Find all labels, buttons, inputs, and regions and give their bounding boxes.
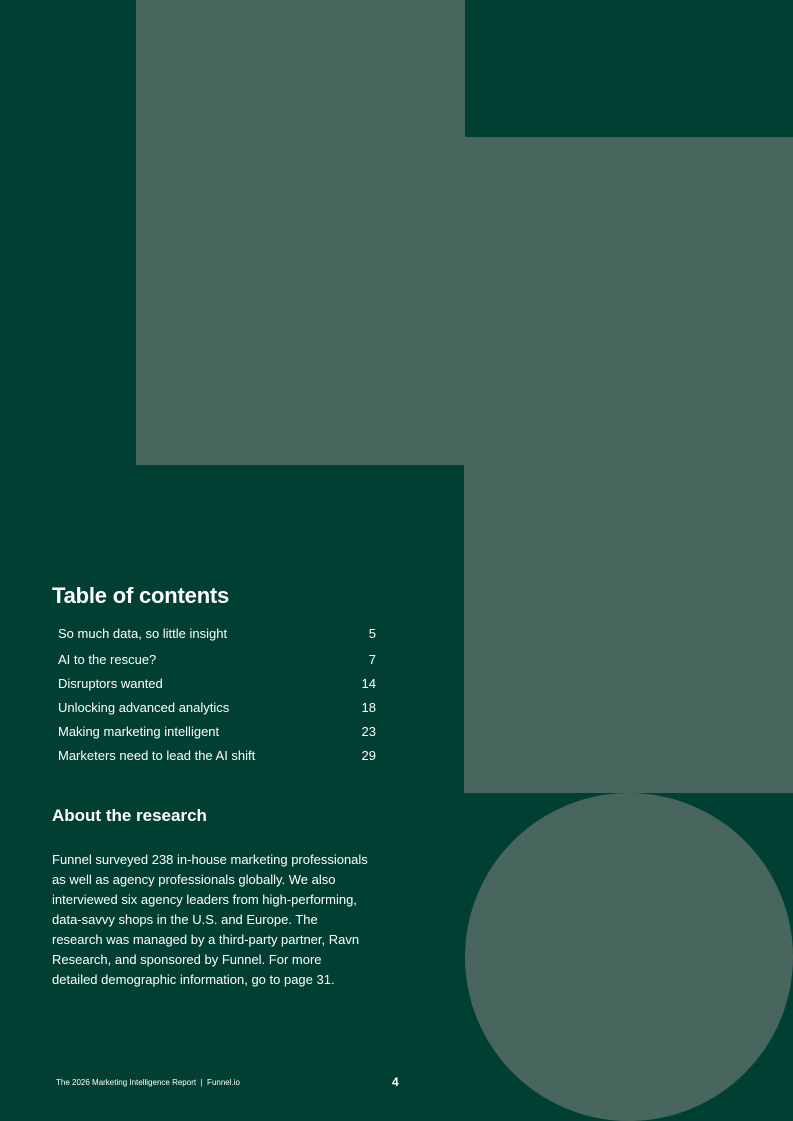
- page-number: 4: [392, 1075, 399, 1089]
- about-paragraph: Funnel surveyed 238 in-house marketing professionals as well as agency professionals globally. We also interviewed six agency leaders from high-performing, data-savvy shops in the U.S. and Europe. The research was managed by a third-party partner, Ravn Research, and sponsored by Funnel. For more detailed demographic information, go to page 31.: [52, 852, 368, 987]
- decorative-rectangle-right: [465, 137, 793, 793]
- toc-entry-page: 23: [361, 724, 376, 739]
- toc-entry-page: 14: [361, 676, 376, 691]
- toc-entry[interactable]: [58, 674, 376, 698]
- footer-caption: The 2026 Marketing Intelligence Report | Funnel.io: [56, 1078, 240, 1087]
- decorative-rectangle-top: [136, 0, 465, 465]
- toc-entry-label: Making marketing intelligent: [58, 724, 220, 739]
- toc-entry-label: Marketers need to lead the AI shift: [58, 748, 256, 763]
- toc-entry-page: 7: [368, 652, 376, 667]
- toc-entry-label: Disruptors wanted: [58, 676, 163, 691]
- toc-heading: Table of contents: [52, 583, 230, 608]
- toc-entry[interactable]: [58, 624, 376, 650]
- toc-entry-label: Unlocking advanced analytics: [58, 700, 230, 715]
- toc-list: [58, 624, 376, 770]
- decorative-rectangle-seam: [464, 464, 466, 793]
- toc-entry[interactable]: [58, 698, 376, 722]
- toc-entry[interactable]: [58, 722, 376, 746]
- toc-entry-label: AI to the rescue?: [58, 652, 157, 667]
- decorative-circle: [465, 793, 793, 1121]
- toc-entry-page: 18: [361, 700, 376, 715]
- toc-entry[interactable]: [58, 650, 376, 674]
- toc-entry-label: So much data, so little insight: [58, 626, 228, 641]
- about-heading: About the research: [52, 806, 207, 825]
- toc-entry-page: 5: [368, 626, 376, 641]
- toc-entry-page: 29: [361, 748, 376, 763]
- toc-entry[interactable]: [58, 746, 376, 770]
